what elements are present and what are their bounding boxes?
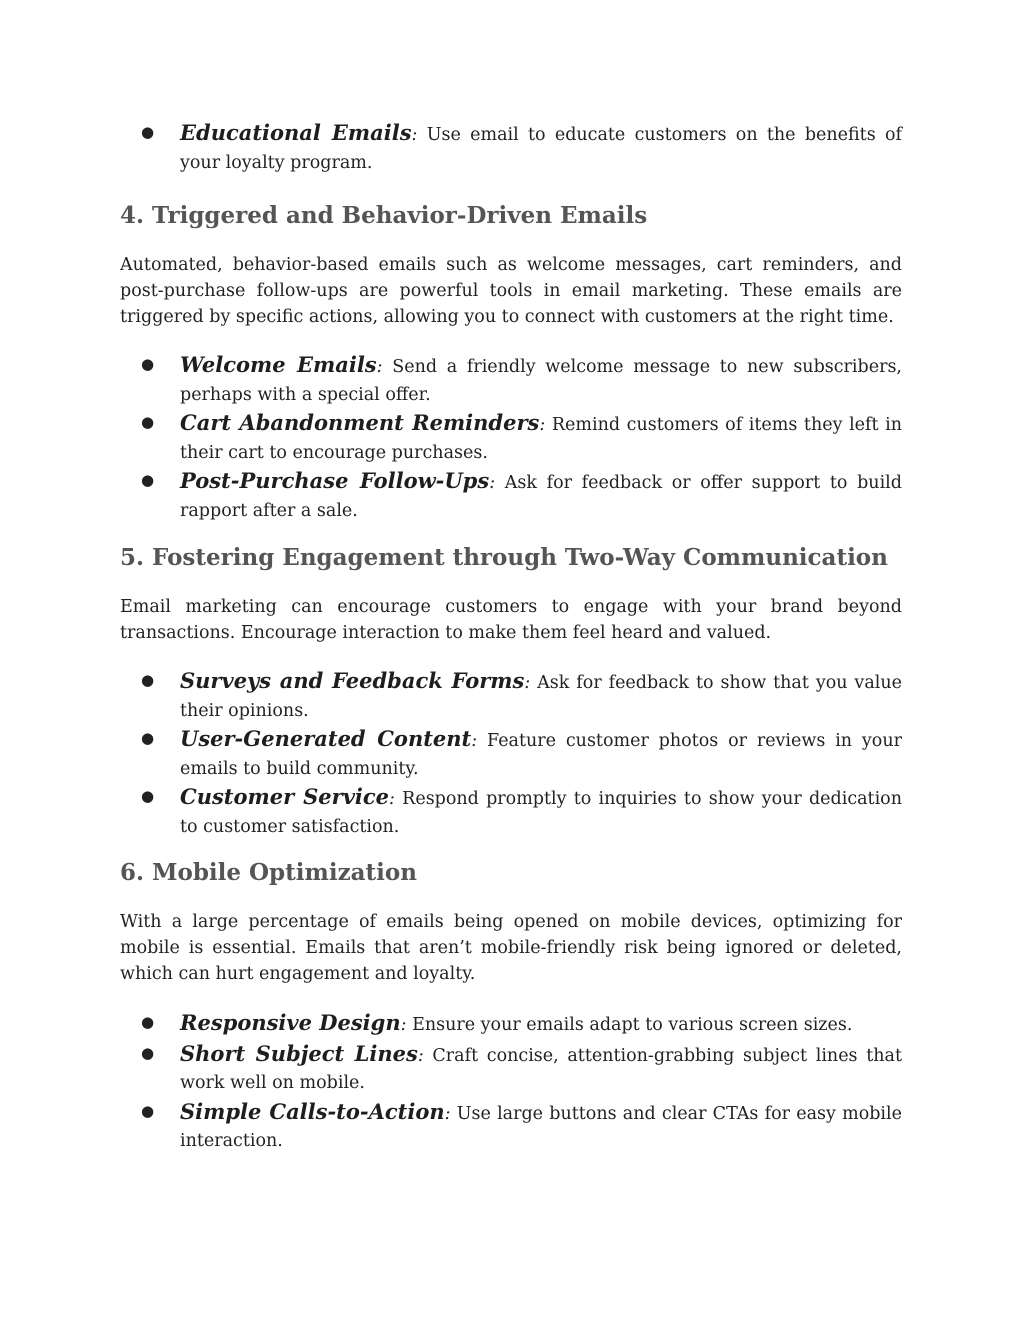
list-item-text: Remind customers of items they left in their cart to encourage purchases. bbox=[180, 415, 902, 463]
list-item-text: Ensure your emails adapt to various screen sizes. bbox=[412, 1015, 853, 1035]
list-item: ● Surveys and Feedback Forms: Ask for feedback to show that you value their opinions. bbox=[141, 668, 902, 721]
list-item: ● Responsive Design: Ensure your emails adapt to various screen sizes. bbox=[141, 1010, 853, 1035]
list-item: ● Welcome Emails: Send a friendly welcome message to new subscribers, perhaps with a special offer. bbox=[141, 352, 902, 405]
section5-bullet-list bbox=[120, 667, 902, 841]
list-item-text: Respond promptly to inquiries to show your dedication to customer satisfaction. bbox=[180, 789, 902, 837]
bullet-icon: ● bbox=[141, 1013, 155, 1031]
list-item-term: Welcome Emails bbox=[180, 352, 377, 377]
list-item-term: Educational Emails bbox=[180, 120, 412, 145]
list-item: ● Customer Service: Respond promptly to inquiries to show your dedication to customer satisfaction. bbox=[141, 784, 902, 837]
list-item-term: Cart Abandonment Reminders bbox=[180, 410, 540, 435]
list-item-term: Simple Calls-to-Action bbox=[180, 1098, 445, 1124]
list-item-text: Craft concise, attention-grabbing subject lines that work well on mobile. bbox=[180, 1045, 902, 1093]
bullet-icon: ● bbox=[141, 1101, 155, 1120]
bullet-icon: ● bbox=[141, 413, 155, 431]
list-item: ● Cart Abandonment Reminders: Remind customers of items they left in their cart to encourage purchases. bbox=[141, 410, 902, 463]
bullet-icon: ● bbox=[141, 671, 155, 689]
list-item-term: Short Subject Lines bbox=[180, 1040, 418, 1066]
list-item-text: Ask for feedback to show that you value their opinions. bbox=[180, 673, 902, 721]
intro-bullet-list bbox=[120, 119, 902, 177]
bullet-icon: ● bbox=[141, 123, 155, 141]
list-item-term: User-Generated Content bbox=[180, 726, 472, 751]
section4-bullet-list bbox=[120, 351, 902, 525]
list-item: ● Short Subject Lines: Craft concise, attention-grabbing subject lines that work well on mobile. bbox=[141, 1040, 902, 1093]
list-item: ● Simple Calls-to-Action: Use large buttons and clear CTAs for easy mobile interaction. bbox=[141, 1098, 902, 1151]
section-paragraph: Automated, behavior-based emails such as welcome messages, cart reminders, and post-purchase follow-ups are powerful tools in email marketing. These emails are triggered by specific actions, allowing you to connect with customers at the right time. bbox=[120, 255, 902, 327]
bullet-icon: ● bbox=[141, 787, 155, 805]
bullet-icon: ● bbox=[141, 729, 155, 747]
section-paragraph: Email marketing can encourage customers to engage with your brand beyond transactions. Encourage interaction to make them feel heard and valued. bbox=[120, 597, 902, 643]
list-item-text: Send a friendly welcome message to new subscribers, perhaps with a special offer. bbox=[180, 357, 902, 405]
section-heading: 6. Mobile Optimization bbox=[120, 859, 417, 886]
bullet-icon: ● bbox=[141, 1043, 155, 1062]
list-item-text: Use large buttons and clear CTAs for easy mobile interaction. bbox=[180, 1103, 902, 1151]
list-item-text: Feature customer photos or reviews in your emails to build community. bbox=[180, 731, 902, 779]
section6-bullet-list bbox=[120, 1009, 902, 1156]
list-item-term: Responsive Design bbox=[180, 1010, 401, 1035]
section-heading: 4. Triggered and Behavior-Driven Emails bbox=[120, 202, 648, 229]
section-heading: 5. Fostering Engagement through Two-Way Communication bbox=[120, 544, 888, 571]
bullet-icon: ● bbox=[141, 355, 155, 373]
list-item-text: Use email to educate customers on the benefits of your loyalty program. bbox=[180, 125, 902, 173]
list-item: ● Educational Emails: Use email to educate customers on the benefits of your loyalty program. bbox=[141, 120, 902, 173]
list-item-text: Ask for feedback or offer support to build rapport after a sale. bbox=[180, 473, 902, 521]
list-item-term: Customer Service bbox=[180, 784, 390, 809]
list-item: ● User-Generated Content: Feature customer photos or reviews in your emails to build community. bbox=[141, 726, 902, 779]
section-paragraph: With a large percentage of emails being opened on mobile devices, optimizing for mobile is essential. Emails that aren’t mobile-friendly risk being ignored or deleted, which can hurt engagement and loyalty. bbox=[120, 912, 902, 984]
list-item: ● Post-Purchase Follow-Ups: Ask for feedback or offer support to build rapport after a sale. bbox=[141, 468, 902, 521]
list-item-term: Surveys and Feedback Forms bbox=[180, 668, 525, 693]
bullet-icon: ● bbox=[141, 471, 155, 489]
list-item-term: Post-Purchase Follow-Ups bbox=[180, 468, 490, 493]
